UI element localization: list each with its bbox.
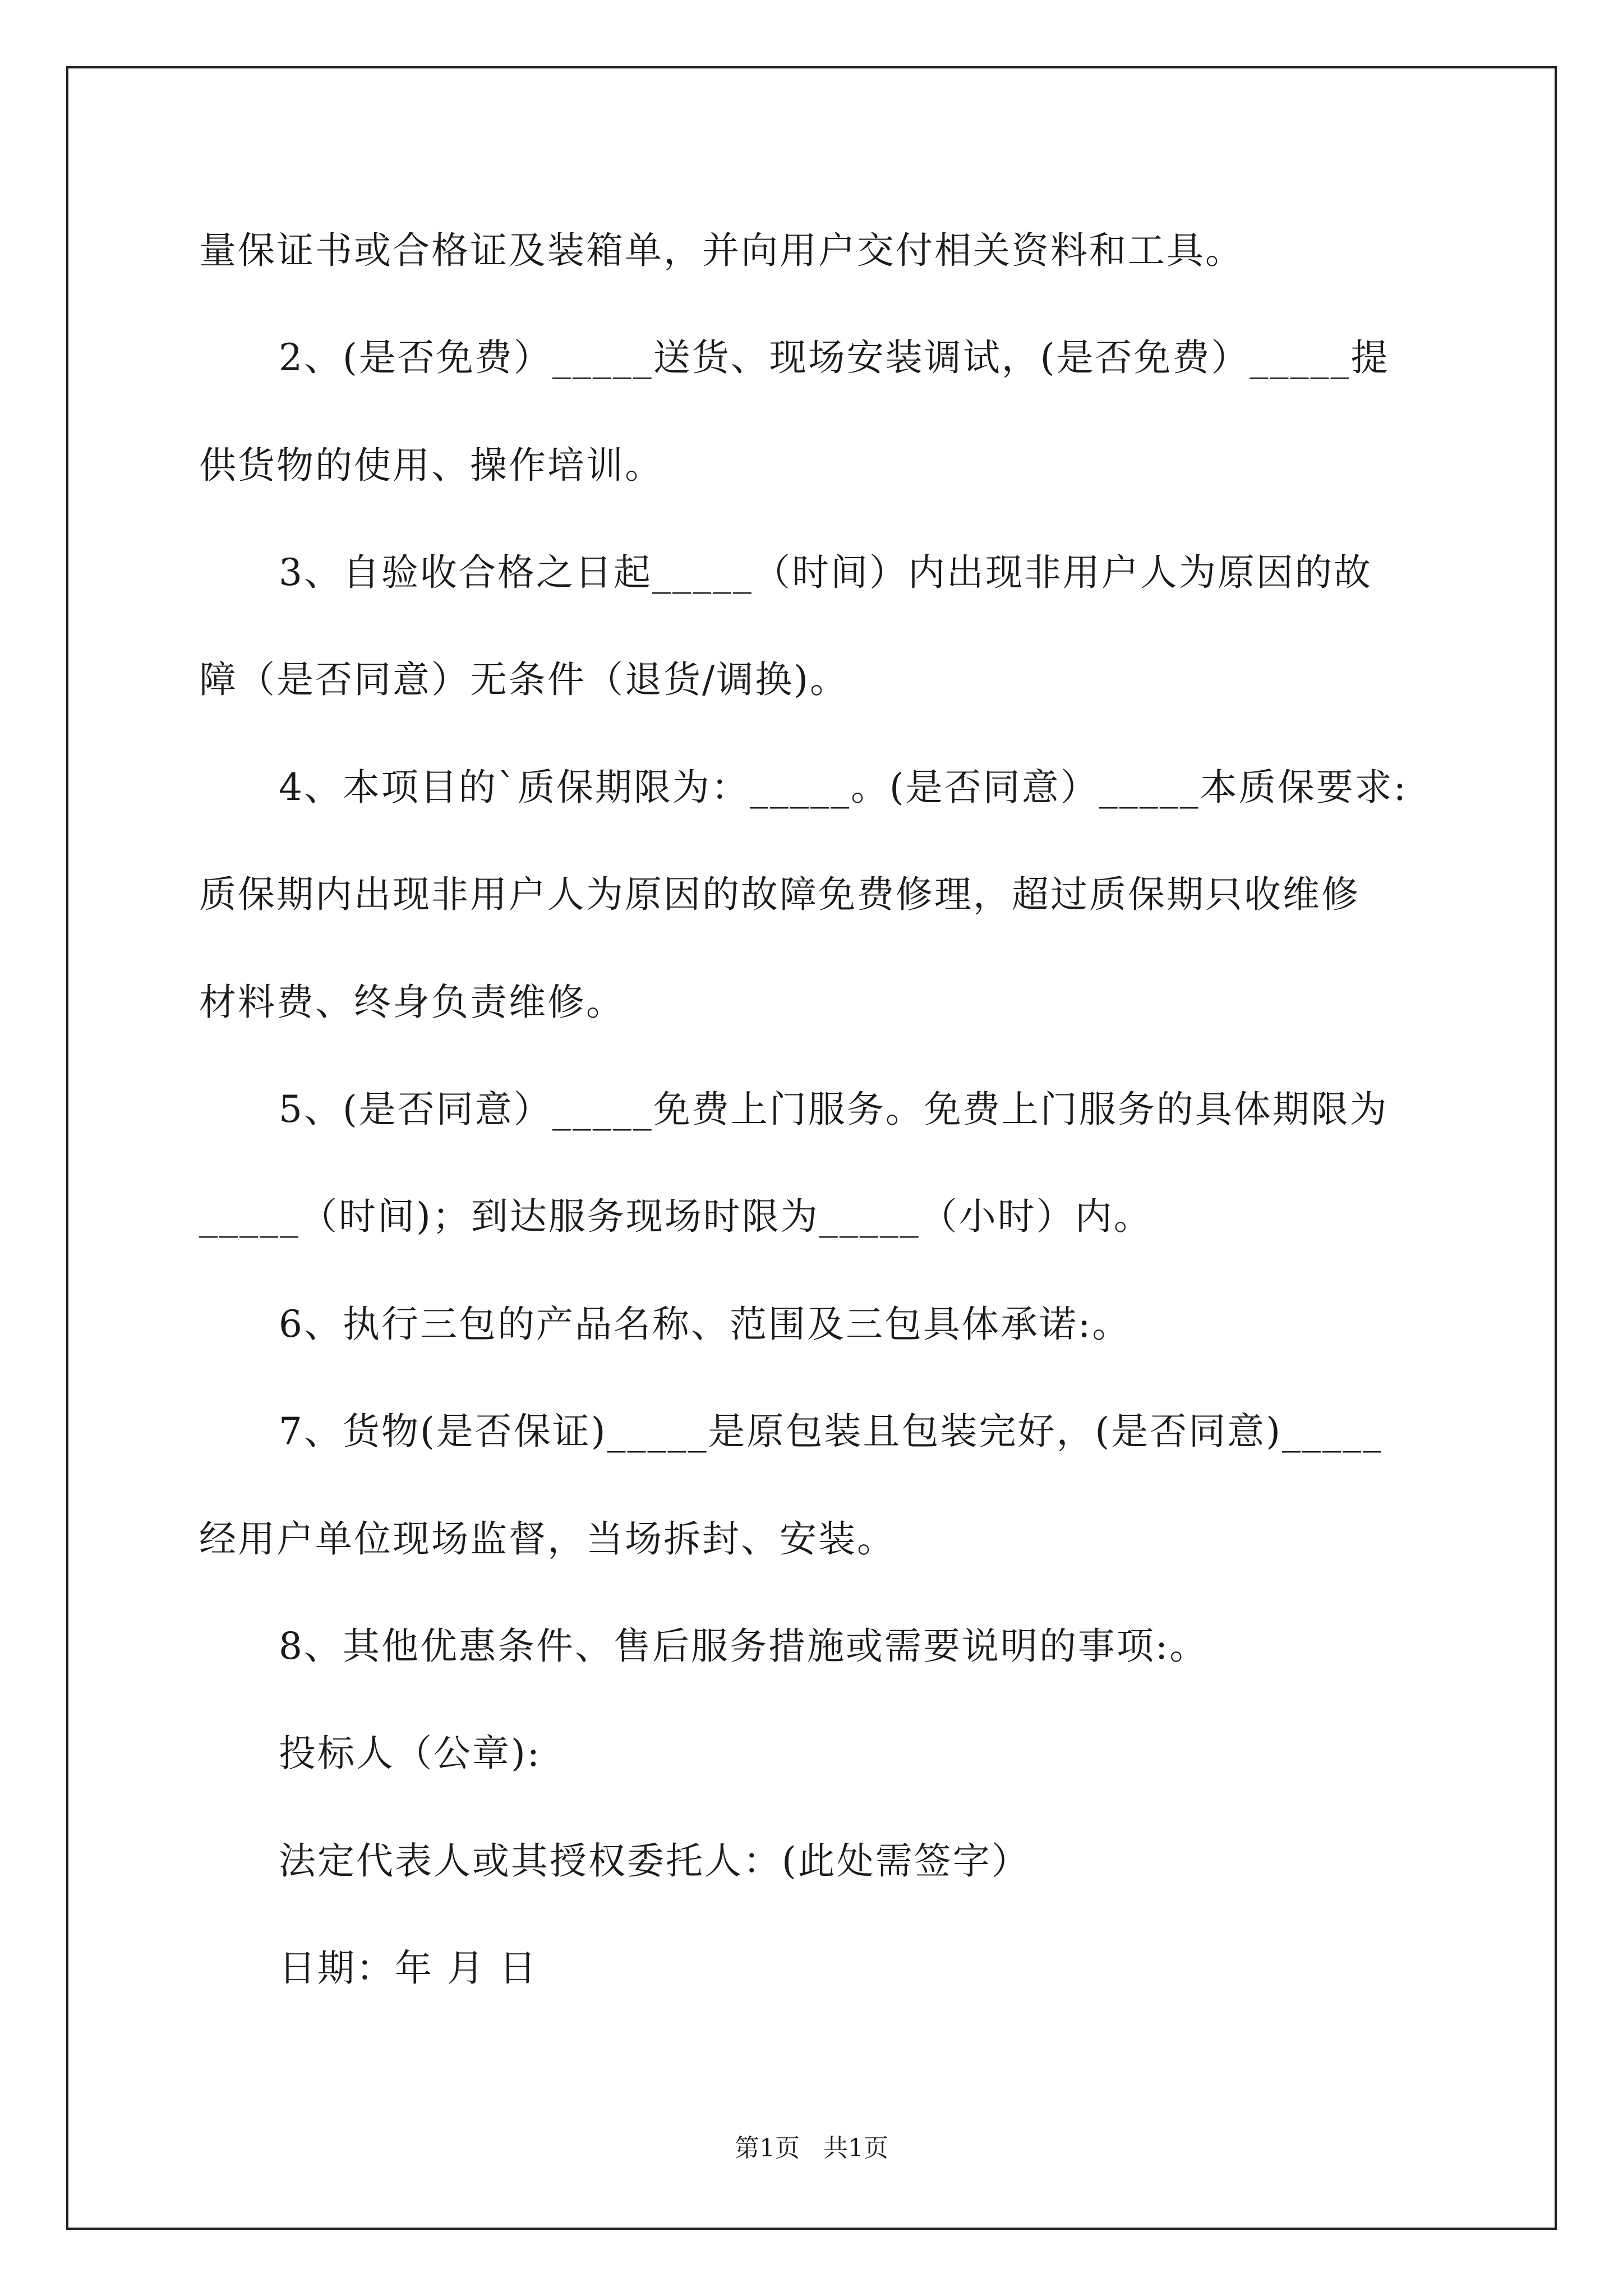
text-line-6: 4、本项目的`质保期限为：_____。(是否同意）_____本质保要求:: [279, 766, 1408, 809]
text-line-4: 3、自验收合格之日起_____（时间）内出现非用户人为原因的故: [279, 551, 1372, 594]
text-line-12: 7、货物(是否保证)_____是原包装且包装完好，(是否同意)_____: [279, 1410, 1383, 1453]
text-line-14: 8、其他优惠条件、售后服务措施或需要说明的事项:。: [279, 1625, 1209, 1668]
page-number-footer: 第1页 共1页: [735, 2134, 888, 2162]
text-line-13: 经用户单位现场监督，当场拆封、安装。: [199, 1517, 896, 1561]
text-line-10: _____（时间)；到达服务现场时限为_____（小时）内。: [199, 1195, 1152, 1238]
text-line-9: 5、(是否同意）_____免费上门服务。免费上门服务的具体期限为: [279, 1088, 1389, 1131]
page-border: [66, 66, 1557, 2230]
text-line-2: 2、(是否免费）_____送货、现场安装调试，(是否免费）_____提: [279, 336, 1390, 379]
text-line-17: 日期：年 月 日: [279, 1947, 538, 1990]
text-line-5: 障（是否同意）无条件（退货/调换)。: [199, 658, 849, 701]
text-line-16: 法定代表人或其授权委托人：(此处需签字）: [279, 1839, 1030, 1883]
text-line-8: 材料费、终身负责维修。: [199, 981, 625, 1024]
text-line-3: 供货物的使用、操作培训。: [199, 444, 663, 487]
text-line-7: 质保期内出现非用户人为原因的故障免费修理，超过质保期只收维修: [199, 873, 1360, 916]
text-line-1: 量保证书或合格证及装箱单，并向用户交付相关资料和工具。: [199, 229, 1244, 272]
text-line-11: 6、执行三包的产品名称、范围及三包具体承诺:。: [279, 1303, 1131, 1346]
text-line-15: 投标人（公章):: [279, 1732, 541, 1775]
